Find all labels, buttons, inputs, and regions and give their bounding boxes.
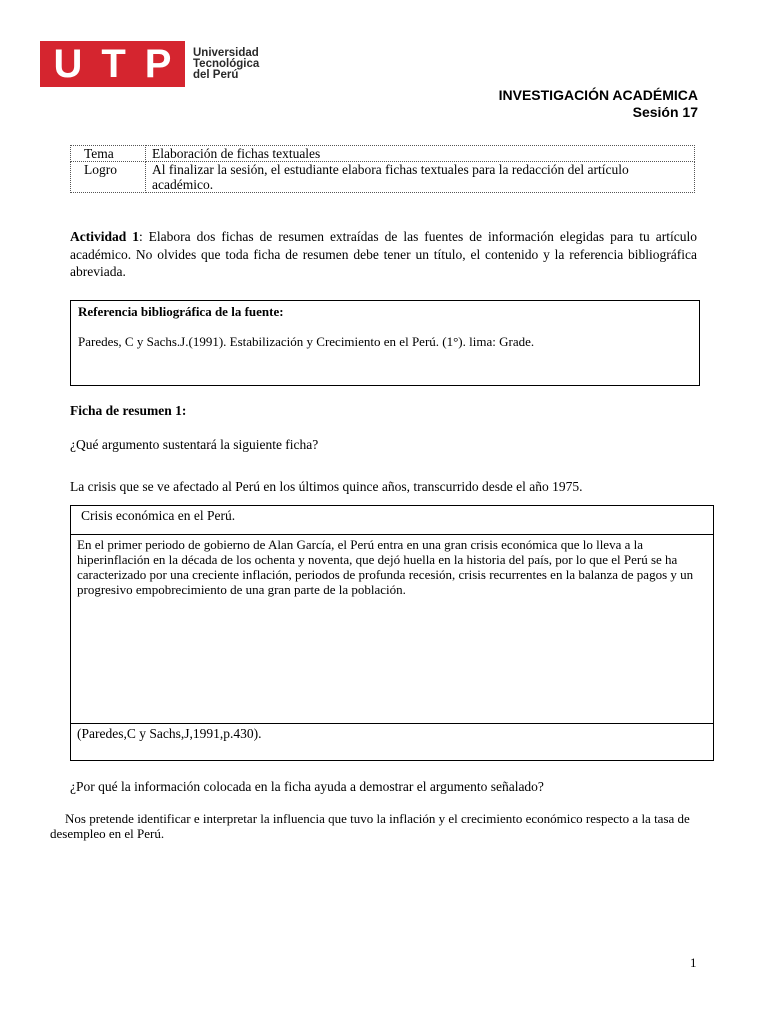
logo-university-name (193, 48, 259, 81)
activity-text: : Elabora dos fichas de resumen extraídas de las fuentes de información elegidas para tu artículo académico. No olvides que toda ficha de resumen debe tener un título, el contenido y la referencia bibliográfica abreviada. (70, 229, 697, 279)
logo-name-line-1: Universidad (193, 46, 259, 59)
logo-name-line-3: del Perú (193, 68, 239, 81)
table-row (71, 162, 695, 193)
logro-label: Logro (71, 162, 146, 193)
ficha-heading: Ficha de resumen 1: (70, 403, 187, 418)
logo-letter-t: T (101, 42, 126, 86)
page-number: 1 (690, 955, 697, 970)
reference-heading: Referencia bibliográfica de la fuente: (78, 304, 284, 319)
tema-value: Elaboración de fichas textuales (146, 146, 695, 162)
question-1: ¿Qué argumento sustentará la siguiente ficha? (70, 437, 319, 452)
card-body: En el primer periodo de gobierno de Alan García, el Perú entra en una gran crisis económica que lo lleva a la hiperinflación en la década de los ochenta y noventa, que dejó huella en la historia del país, por lo que el Perú se ha caracterizado por una creciente inflación, periodos de profunda recesión, crisis recurrentes en la balanza de pagos y un progresivo empobrecimiento de una gran parte de la población. (71, 535, 713, 724)
logo-letter-u: U (53, 42, 83, 86)
argument-text: La crisis que se ve afectado al Perú en los últimos quince años, transcurrido desde el año 1975. (70, 479, 583, 494)
reference-text: Paredes, C y Sachs.J.(1991). Estabilización y Crecimiento en el Perú. (1°). lima: Grade. (78, 334, 535, 349)
utp-logo (40, 41, 259, 87)
summary-card (70, 505, 714, 761)
session-label: Sesión 17 (632, 104, 698, 120)
logro-value (146, 162, 695, 193)
activity-label: Actividad 1 (70, 229, 139, 244)
card-title: Crisis económica en el Perú. (71, 506, 713, 535)
logro-value-line-1: Al finalizar la sesión, el estudiante elabora fichas textuales para la redacción del artículo (152, 162, 629, 177)
tema-logro-table (70, 145, 695, 193)
logo-name-line-2: Tecnológica (193, 57, 260, 70)
logo-letter-p: P (144, 42, 172, 86)
logro-value-line-2: académico. (152, 177, 214, 192)
tema-label: Tema (71, 146, 146, 162)
reference-box (70, 300, 700, 386)
question-2: ¿Por qué la información colocada en la ficha ayuda a demostrar el argumento señalado? (70, 779, 544, 794)
table-row (71, 146, 695, 162)
document-title: INVESTIGACIÓN ACADÉMICA (498, 87, 698, 103)
logo-mark (40, 41, 185, 87)
answer-text: Nos pretende identificar e interpretar la influencia que tuvo la inflación y el crecimiento económico respecto a la tasa de desempleo en el Perú. (50, 811, 690, 841)
activity-paragraph (70, 228, 697, 281)
card-citation: (Paredes,C y Sachs,J,1991,p.430). (77, 726, 262, 741)
